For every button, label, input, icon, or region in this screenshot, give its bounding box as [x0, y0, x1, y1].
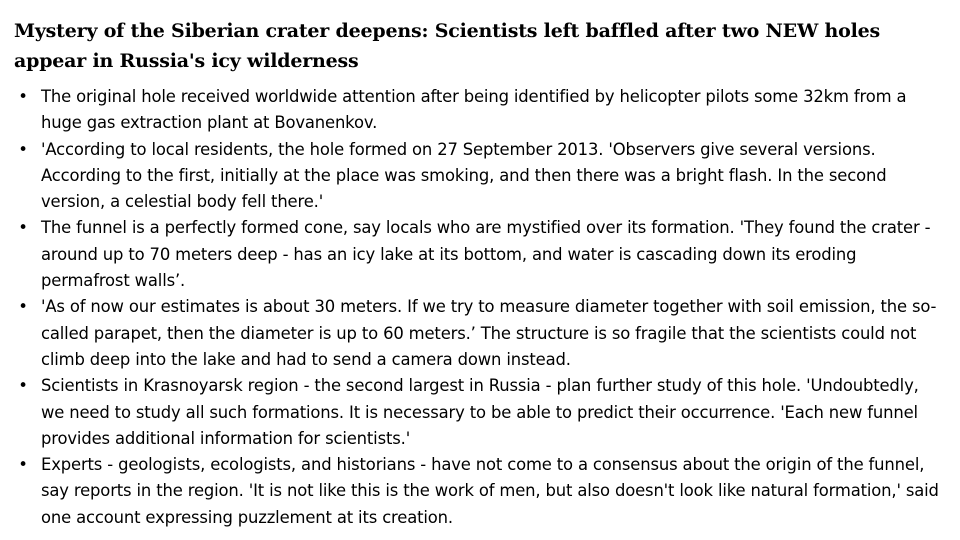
bullet-icon: • — [18, 455, 28, 475]
bullet-icon: • — [18, 218, 28, 238]
bullet-text: Scientists in Krasnoyarsk region - the second largest in Russia - plan further study of this hole. 'Undoubtedly, we need to study all such formations. It is necessary to be able to predict their occurrence. 'Each new funnel provides additional information for scientists.' — [41, 376, 919, 448]
bullet-text: 'As of now our estimates is about 30 meters. If we try to measure diameter together with soil emission, the so-called parapet, then the diameter is up to 60 meters.’ The structure is so fragile that the scientists could not climb deep into the lake and had to send a camera down instead. — [41, 297, 937, 369]
bullet-item — [14, 137, 946, 216]
bullet-item — [14, 84, 946, 137]
bullet-text: Experts - geologists, ecologists, and historians - have not come to a consensus about the origin of the funnel, say reports in the region. 'It is not like this is the work of men, but also doesn't look like natural formation,' said one account expressing puzzlement at its creation. — [41, 455, 939, 527]
bullet-item — [14, 373, 946, 452]
bullet-text: The original hole received worldwide attention after being identified by helicopter pilots some 32km from a huge gas extraction plant at Bovanenkov. — [41, 87, 907, 133]
bullet-list — [14, 84, 946, 531]
slide-title: Mystery of the Siberian crater deepens: Scientists left baffled after two NEW holes appear in Russia's icy wilderness — [14, 20, 880, 72]
bullet-icon: • — [18, 376, 28, 396]
bullet-text: 'According to local residents, the hole formed on 27 September 2013. 'Observers give several versions. According to the first, initially at the place was smoking, and then there was a bright flash. In the second version, a celestial body fell there.' — [41, 139, 887, 212]
bullet-icon: • — [18, 139, 28, 159]
bullet-item — [14, 215, 946, 294]
bullet-text: The funnel is a perfectly formed cone, say locals who are mystified over its formation. 'They found the crater - around up to 70 meters deep - has an icy lake at its bottom, and water is cascading down its eroding permafrost walls’. — [41, 218, 931, 291]
bullet-item — [14, 452, 946, 531]
bullet-icon: • — [18, 87, 28, 106]
bullet-icon: • — [18, 297, 28, 317]
bullet-item — [14, 294, 946, 373]
